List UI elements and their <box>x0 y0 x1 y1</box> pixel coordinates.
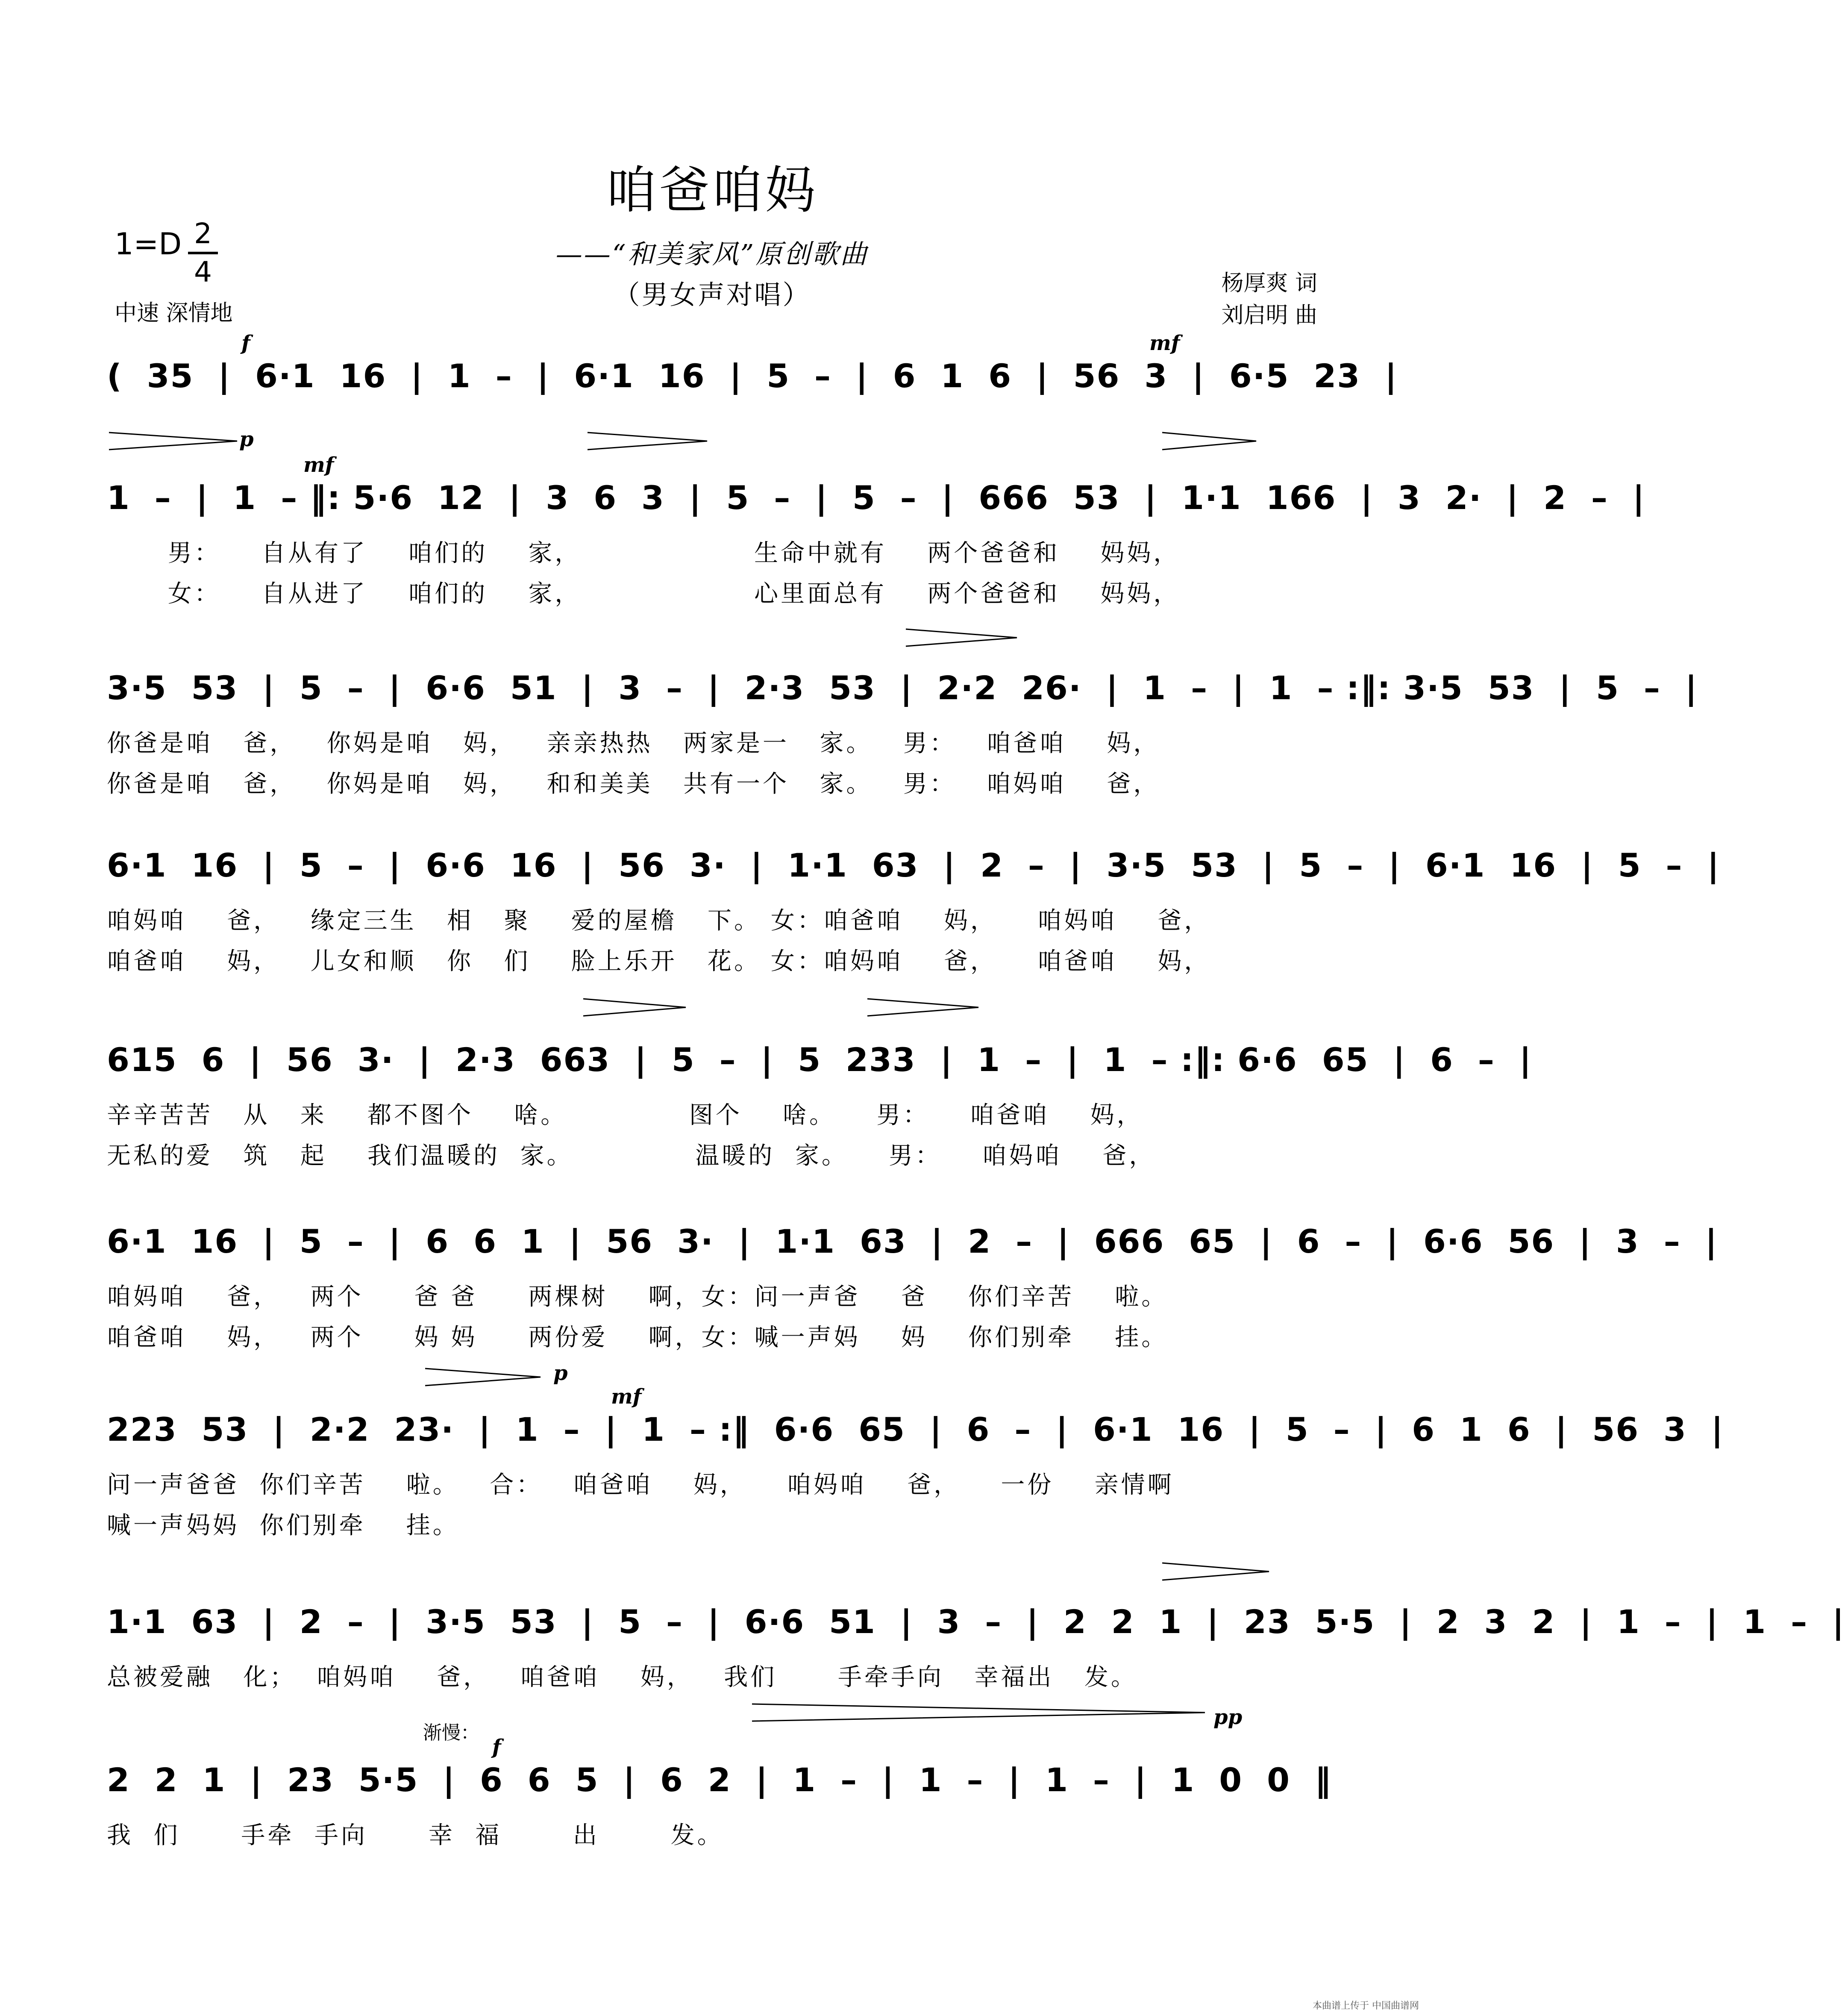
decrescendo-hairpin <box>752 1703 1205 1722</box>
lyricist-credit: 杨厚爽 词 <box>1221 271 1317 296</box>
composer-credit: 刘启明 曲 <box>1221 303 1317 328</box>
lyrics-verse-2: 咱爸咱 妈， 两个 妈 妈 两份爱 啊，女：喊一声妈 妈 你们别牵 挂。 <box>107 1324 1168 1351</box>
decrescendo-hairpin <box>109 432 237 450</box>
lyrics-verse-2: 女： 自从进了 咱们的 家， 心里面总有 两个爸爸和 妈妈， <box>107 580 1180 608</box>
tempo-marking: 中速 深情地 <box>115 300 233 326</box>
subtitle: ——“和美家风”原创歌曲 <box>555 238 869 270</box>
lyrics-verse-2: 你爸是咱 爸， 你妈是咱 妈， 和和美美 共有一个 家。 男： 咱妈咱 爸， <box>107 770 1160 798</box>
notation-line: 1 – | 1 – ‖: 5·6 12 | 3 6 3 | 5 – | 5 – | 666 53 | 1·1 166 | 3 2· | 2 – | <box>107 479 1645 517</box>
decrescendo-hairpin <box>1162 1562 1269 1581</box>
lyrics-verse-1: 我 们 手牵 手向 幸 福 出 发。 <box>107 1822 724 1849</box>
dynamic-p: p <box>553 1361 568 1385</box>
decrescendo-hairpin <box>583 998 686 1017</box>
time-signature-numerator: 2 <box>188 216 218 254</box>
lyrics-verse-1: 你爸是咱 爸， 你妈是咱 妈， 亲亲热热 两家是一 家。 男： 咱爸咱 妈， <box>107 730 1160 757</box>
lyrics-verse-1: 辛辛苦苦 从 来 都不图个 啥。 图个 啥。 男： 咱爸咱 妈， <box>107 1101 1143 1129</box>
dynamic-f: f <box>492 1735 501 1759</box>
decrescendo-hairpin <box>1162 432 1256 450</box>
ritardando-mark: 渐慢： <box>423 1722 479 1744</box>
lyrics-verse-1: 男： 自从有了 咱们的 家， 生命中就有 两个爸爸和 妈妈， <box>107 539 1180 567</box>
notation-line: 223 53 | 2·2 23· | 1 – | 1 – :‖ 6·6 65 | 6 – | 6·1 16 | 5 – | 6 1 6 | 56 3 | <box>107 1410 1724 1448</box>
notation-line: 6·1 16 | 5 – | 6·6 16 | 56 3· | 1·1 63 | 2 – | 3·5 53 | 5 – | 6·1 16 | 5 – | <box>107 846 1720 884</box>
performers-note: （男女声对唱） <box>613 279 811 310</box>
lyrics-verse-1: 咱妈咱 爸， 两个 爸 爸 两棵树 啊，女：问一声爸 爸 你们辛苦 啦。 <box>107 1283 1168 1311</box>
notation-line: 3·5 53 | 5 – | 6·6 51 | 3 – | 2·3 53 | 2·2 26· | 1 – | 1 – :‖: 3·5 53 | 5 – | <box>107 669 1698 707</box>
decrescendo-hairpin <box>867 998 978 1017</box>
key-signature: 1=D <box>115 227 182 262</box>
lyrics-verse-1: 问一声爸爸 你们辛苦 啦。 合： 咱爸咱 妈， 咱妈咱 爸， 一份 亲情啊 <box>107 1471 1174 1499</box>
notation-line: 2 2 1 | 23 5·5 | 6 6 5 | 6 2 | 1 – | 1 – | 1 – | 1 0 0 ‖ <box>107 1761 1332 1799</box>
lyrics-verse-2: 喊一声妈妈 你们别牵 挂。 <box>107 1512 459 1539</box>
song-title: 咱爸咱妈 <box>606 161 818 220</box>
dynamic-mf: mf <box>611 1385 642 1409</box>
dynamic-mf: mf <box>303 453 334 477</box>
lyrics-verse-2: 无私的爱 筑 起 我们温暖的 家。 温暖的 家。 男： 咱妈咱 爸， <box>107 1142 1156 1170</box>
dynamic-p: p <box>239 427 254 451</box>
lyrics-verse-1: 咱妈咱 爸， 缘定三生 相 聚 爱的屋檐 下。 女：咱爸咱 妈， 咱妈咱 爸， <box>107 907 1211 935</box>
dynamic-pp: pp <box>1213 1705 1243 1729</box>
notation-line: ( 35 | 6·1 16 | 1 – | 6·1 16 | 5 – | 6 1 6 | 56 3 | 6·5 23 | <box>107 357 1398 395</box>
time-signature-denominator: 4 <box>194 256 212 288</box>
decrescendo-hairpin <box>425 1368 541 1386</box>
lyrics-verse-1: 总被爱融 化； 咱妈咱 爸， 咱爸咱 妈， 我们 手牵手向 幸福出 发。 <box>107 1663 1137 1691</box>
lyrics-verse-2: 咱爸咱 妈， 儿女和顺 你 们 脸上乐开 花。 女：咱妈咱 爸， 咱爸咱 妈， <box>107 948 1211 975</box>
decrescendo-hairpin <box>588 432 707 450</box>
notation-line: 6·1 16 | 5 – | 6 6 1 | 56 3· | 1·1 63 | 2 – | 666 65 | 6 – | 6·6 56 | 3 – | <box>107 1222 1718 1260</box>
notation-line: 1·1 63 | 2 – | 3·5 53 | 5 – | 6·6 51 | 3 – | 2 2 1 | 23 5·5 | 2 3 2 | 1 – | 1 – | <box>107 1603 1845 1641</box>
dynamic-f: f <box>241 331 250 355</box>
notation-line: 615 6 | 56 3· | 2·3 663 | 5 – | 5 233 | 1 – | 1 – :‖: 6·6 65 | 6 – | <box>107 1041 1532 1079</box>
decrescendo-hairpin <box>906 628 1017 647</box>
dynamic-mf: mf <box>1149 331 1180 355</box>
time-signature <box>188 216 218 290</box>
source-watermark: 本曲谱上传于 中国曲谱网 <box>1313 2001 1419 2011</box>
